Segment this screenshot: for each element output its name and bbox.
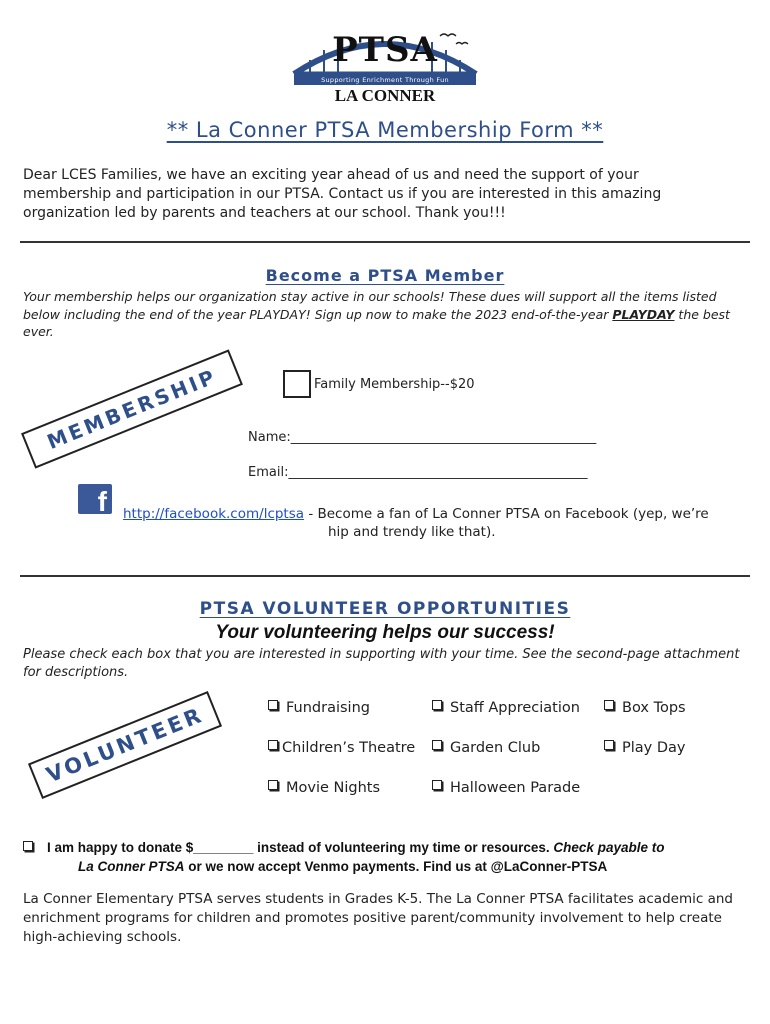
donate-option[interactable]: I am happy to donate $________ instead of volunteering my time or resources. Check payable to La Conner PTSA or we now accept Venmo payments. Find us at @LaConner-PTSA <box>23 838 743 876</box>
intro-paragraph: Dear LCES Families, we have an exciting year ahead of us and need the support of your membership and participation in our PTSA. Contact us if you are interested in this amazing organization led by parents and teachers at our school. Thank you!!! <box>23 167 662 221</box>
option-halloween-parade[interactable]: Halloween Parade <box>432 780 580 796</box>
checkbox-icon[interactable] <box>268 780 278 790</box>
facebook-line: http://facebook.com/lcptsa - Become a fan of La Conner PTSA on Facebook (yep, we’re <box>123 506 709 522</box>
option-play-day[interactable]: Play Day <box>604 740 685 756</box>
volunteer-heading: PTSA VOLUNTEER OPPORTUNITIES <box>199 599 571 619</box>
volunteer-note: Please check each box that you are interested in supporting with your time. See the second-page attachment for descriptions. <box>23 647 740 680</box>
footer-paragraph: La Conner Elementary PTSA serves students in Grades K-5. The La Conner PTSA facilitates academic and enrichment programs for children and promotes positive parent/community involvement to help create high-achieving schools. <box>23 891 733 945</box>
checkbox-icon[interactable] <box>432 740 442 750</box>
page-title: ** La Conner PTSA Membership Form ** <box>166 118 604 142</box>
checkbox-icon[interactable] <box>432 780 442 790</box>
family-membership-label: Family Membership--$20 <box>314 377 475 392</box>
checkbox-icon[interactable] <box>432 700 442 710</box>
membership-heading: Become a PTSA Member <box>265 266 505 285</box>
option-movie-nights[interactable]: Movie Nights <box>268 780 380 796</box>
logo-wordmark: PTSA <box>332 30 438 70</box>
option-staff-appreciation[interactable]: Staff Appreciation <box>432 700 580 716</box>
facebook-icon: f <box>78 484 112 514</box>
volunteer-stamp: VOLUNTEER <box>28 691 222 799</box>
membership-note: Your membership helps our organization stay active in our schools! These dues will support all the items listed below including the end of the year PLAYDAY! Sign up now to make the 2023 end-of-the-year PLAYDAY the best ever. <box>23 289 730 339</box>
email-field[interactable]: Email:______________________________________________ <box>248 465 588 480</box>
checkbox-icon[interactable] <box>268 740 278 750</box>
facebook-line-2: hip and trendy like that). <box>328 524 496 540</box>
option-garden-club[interactable]: Garden Club <box>432 740 540 756</box>
logo-name: LA CONNER <box>334 86 436 105</box>
facebook-link[interactable]: http://facebook.com/lcptsa <box>123 506 305 522</box>
checkbox-icon[interactable] <box>604 740 614 750</box>
volunteer-subheading: Your volunteering helps our success! <box>215 622 555 643</box>
checkbox-icon[interactable] <box>604 700 614 710</box>
section-divider <box>20 575 750 577</box>
option-box-tops[interactable]: Box Tops <box>604 700 686 716</box>
option-fundraising[interactable]: Fundraising <box>268 700 370 716</box>
checkbox-icon[interactable] <box>23 841 33 851</box>
membership-stamp: MEMBERSHIP <box>21 349 243 468</box>
name-field[interactable]: Name:_______________________________________________ <box>248 430 597 445</box>
logo-tagline: Supporting Enrichment Through Fun <box>321 76 449 84</box>
section-divider <box>20 241 750 243</box>
checkbox-icon[interactable] <box>268 700 278 710</box>
option-childrens-theatre[interactable]: Children’s Theatre <box>268 740 415 756</box>
family-membership-checkbox[interactable] <box>283 370 311 398</box>
